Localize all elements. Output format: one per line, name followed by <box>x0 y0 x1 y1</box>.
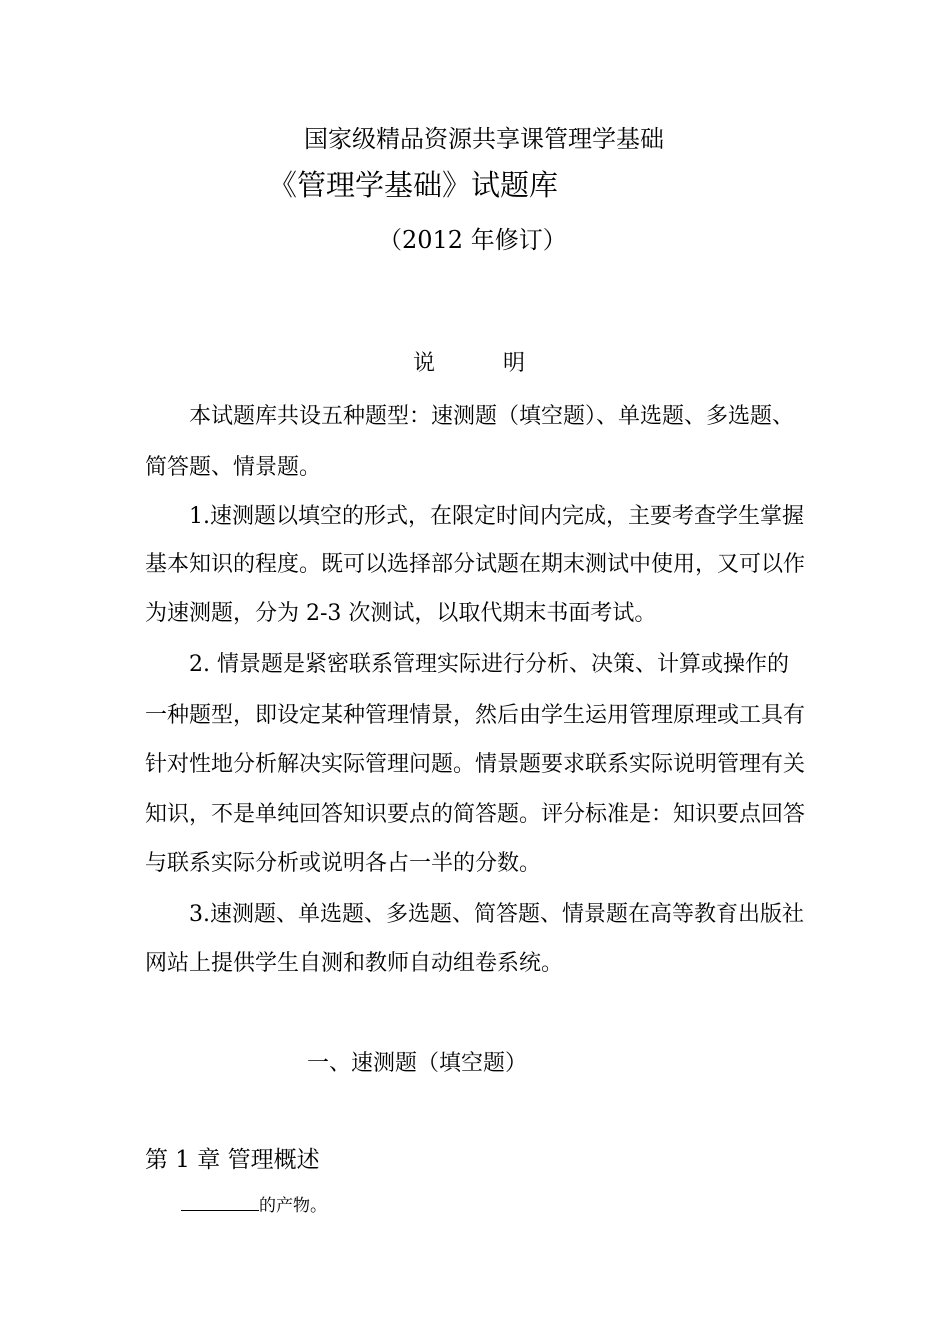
paragraph-2-line-3: 针对性地分析解决实际管理问题。情景题要求联系实际说明管理有关 <box>145 752 806 777</box>
paragraph-2-line-4: 知识，不是单纯回答知识要点的简答题。评分标准是：知识要点回答 <box>145 802 806 827</box>
paragraph-2-line-5: 与联系实际分析或说明各占一半的分数。 <box>145 851 542 876</box>
intro-line-2: 简答题、情景题。 <box>145 455 322 480</box>
fill-in-item <box>181 1191 327 1216</box>
paragraph-3-line-2: 网站上提供学生自测和教师自动组卷系统。 <box>145 951 564 976</box>
paragraph-1-line-3: 为速测题，分为 2-3 次测试，以取代期末书面考试。 <box>145 601 657 626</box>
paragraph-2-line-1: 2. 情景题是紧密联系管理实际进行分析、决策、计算或操作的 <box>189 652 789 677</box>
item-suffix: 的产物。 <box>259 1196 327 1216</box>
paragraph-1-line-1: 1.速测题以填空的形式，在限定时间内完成，主要考查学生掌握 <box>189 504 804 529</box>
course-line: 国家级精品资源共享课管理学基础 <box>304 125 664 153</box>
notes-heading-left: 说 <box>413 351 436 376</box>
chapter-heading: 第 1 章 管理概述 <box>145 1147 320 1173</box>
revision-note: （2012 年修订） <box>378 226 567 254</box>
document-title: 《管理学基础》试题库 <box>268 168 559 202</box>
paragraph-2-line-2: 一种题型，即设定某种管理情景，然后由学生运用管理原理或工具有 <box>145 703 806 728</box>
paragraph-1-line-2: 基本知识的程度。既可以选择部分试题在期末测试中使用，又可以作 <box>145 552 806 577</box>
intro-line-1: 本试题库共设五种题型：速测题（填空题）、单选题、多选题、 <box>189 404 795 429</box>
section-heading: 一、速测题（填空题） <box>307 1051 528 1076</box>
notes-heading-right: 明 <box>503 351 526 376</box>
answer-blank[interactable] <box>181 1194 259 1211</box>
paragraph-3-line-1: 3.速测题、单选题、多选题、简答题、情景题在高等教育出版社 <box>189 902 804 927</box>
